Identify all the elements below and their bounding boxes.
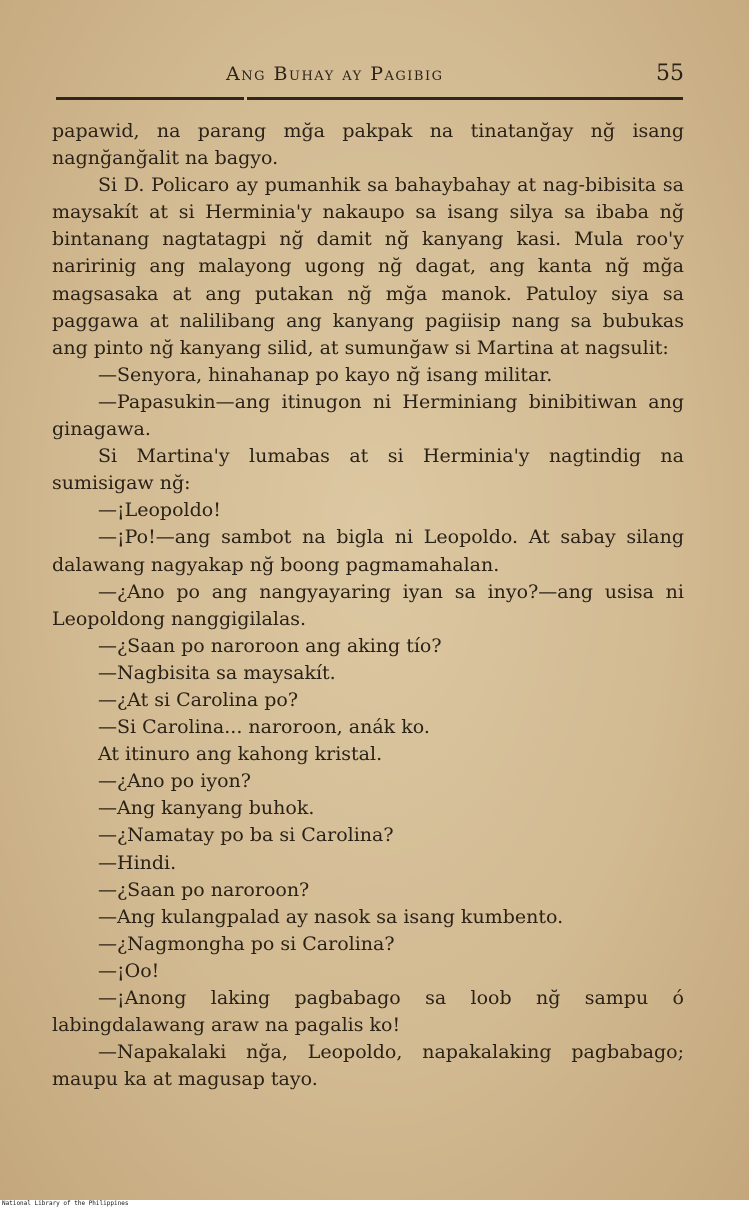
paragraph: —Ang kanyang buhok. (98, 797, 315, 820)
header-rule-left (56, 97, 244, 100)
paragraph: —¡Anong laking pagbabago sa loob nğ sampu ó labingdalawang araw na pagalis ko! (52, 987, 684, 1037)
paragraph: —¡Oo! (98, 959, 160, 982)
paragraph: —¿Nagmongha po si Carolina? (98, 932, 395, 955)
paragraph: —¿Saan po naroroon? (98, 878, 310, 901)
paragraph: papawid, na parang mğa pakpak na tinatanğay nğ isang nagnğanğalit na bagyo. (52, 120, 684, 170)
paragraph: —¿Ano po ang nangyayaring iyan sa inyo?—ang usisa ni Leopoldong nanggigilalas. (52, 580, 684, 630)
running-title: Ang Buhay ay Pagibig (226, 63, 444, 85)
paragraph: —¿Ano po iyon? (98, 770, 251, 793)
body-text (52, 118, 684, 1093)
paragraph: Si Martina'y lumabas at si Herminia'y nagtindig na sumisigaw nğ: (52, 445, 684, 495)
library-credit: National Library of the Philippines (0, 1200, 749, 1208)
paragraph: Si D. Policaro ay pumanhik sa bahaybahay at nag-bibisita sa maysakít at si Herminia'y nakaupo sa isang silya sa ibaba nğ bintanang nagtatagpi nğ damit nğ kanyang kasi. Mula roo'y naririnig ang malayong ugong nğ dagat, ang kanta nğ mğa magsasaka at ang putakan nğ mğa manok. Patuloy siya sa paggawa at nalilibang ang kanyang pagiisip nang sa bubukas ang pinto nğ kanyang silid, at sumunğaw si Martina at nagsulit: (52, 174, 684, 359)
page-number: 55 (656, 61, 684, 86)
paragraph: —¡Leopoldo! (98, 499, 221, 522)
paragraph: —Papasukin—ang itinugon ni Herminiang binibitiwan ang ginagawa. (52, 390, 684, 441)
paragraph: —¿Namatay po ba si Carolina? (98, 824, 394, 847)
paragraph: —¿At si Carolina po? (98, 688, 299, 711)
paragraph: —¡Po!—ang sambot na bigla ni Leopoldo. At sabay silang dalawang nagyakap nğ boong pagmamahalan. (52, 526, 684, 576)
paragraph: —¿Saan po naroroon ang aking tío? (98, 634, 442, 657)
paragraph: —Napakalaki nğa, Leopoldo, napakalaking pagbabago; maupu ka at magusap tayo. (52, 1041, 684, 1091)
header-rule-right (247, 97, 683, 100)
paragraph: —Ang kulangpalad ay nasok sa isang kumbento. (98, 905, 564, 928)
paragraph: —Si Carolina... naroroon, anák ko. (98, 716, 430, 739)
paragraph: —Senyora, hinahanap po kayo nğ isang militar. (98, 363, 553, 386)
paragraph: At itinuro ang kahong kristal. (98, 743, 383, 766)
paragraph: —Nagbisita sa maysakít. (98, 661, 336, 684)
page-header (50, 60, 686, 94)
paragraph: —Hindi. (98, 851, 177, 874)
